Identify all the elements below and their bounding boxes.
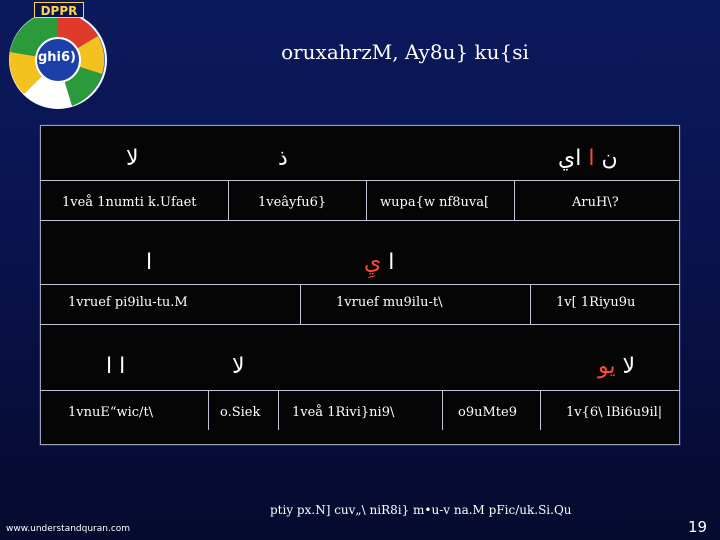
- meaning-cell: 1veâyfu6}: [258, 195, 327, 210]
- meaning-cell: 1veå 1numti k.Ufaet: [62, 195, 197, 210]
- column-divider: [228, 180, 229, 220]
- column-divider: [300, 284, 301, 324]
- arabic-word-r2-c2: ا يِ: [364, 250, 395, 275]
- column-divider: [278, 390, 279, 430]
- meaning-cell: AruH\?: [572, 195, 619, 210]
- footer-note: ptiy px.N] cuv„\ niR8i} m•u-v na.M pFic/uk.Si.Qu: [270, 503, 572, 517]
- column-divider: [530, 284, 531, 324]
- logo-tag: DPPR: [34, 2, 84, 18]
- row-divider: [40, 284, 680, 285]
- meaning-cell: 1vnuE“wic/t\: [68, 405, 154, 420]
- meaning-cell: 1v[ 1Riyu9u: [556, 295, 636, 310]
- meaning-cell: o.Siek: [220, 405, 261, 420]
- row-divider: [40, 390, 680, 391]
- row-divider: [40, 324, 680, 325]
- arabic-word-r1-c2: ذ: [278, 146, 288, 171]
- logo-center-label: ghi6): [38, 50, 77, 65]
- meaning-cell: 1v{6\ lBi6u9il|: [566, 405, 663, 420]
- meaning-cell: wupa{w nf8uva[: [380, 195, 490, 210]
- column-divider: [442, 390, 443, 430]
- meaning-cell: o9uMte9: [458, 405, 517, 420]
- meaning-cell: 1vruef pi9ilu-tu.M: [68, 295, 188, 310]
- row-divider: [40, 220, 680, 221]
- column-divider: [366, 180, 367, 220]
- arabic-word-r2-c1: ا: [146, 250, 153, 275]
- column-divider: [540, 390, 541, 430]
- meaning-cell: 1vruef mu9ilu-t\: [336, 295, 443, 310]
- arabic-word-r1-c3: ن ا اي: [558, 146, 618, 171]
- arabic-word-r3-c2: لا: [232, 354, 245, 379]
- column-divider: [208, 390, 209, 430]
- page-number: 19: [688, 518, 708, 536]
- slide-title: oruxahrzM, Ay8u} ku{si: [281, 40, 529, 64]
- vocabulary-table: [40, 125, 680, 445]
- column-divider: [514, 180, 515, 220]
- arabic-word-r3-c3: لا يو: [598, 354, 636, 379]
- website-link[interactable]: www.understandquran.com: [6, 524, 131, 534]
- arabic-word-r1-c1: لا: [126, 146, 139, 171]
- meaning-cell: 1veå 1Rivi}ni9\: [292, 405, 395, 420]
- row-divider: [40, 180, 680, 181]
- arabic-word-r3-c1: ا ا: [106, 354, 126, 379]
